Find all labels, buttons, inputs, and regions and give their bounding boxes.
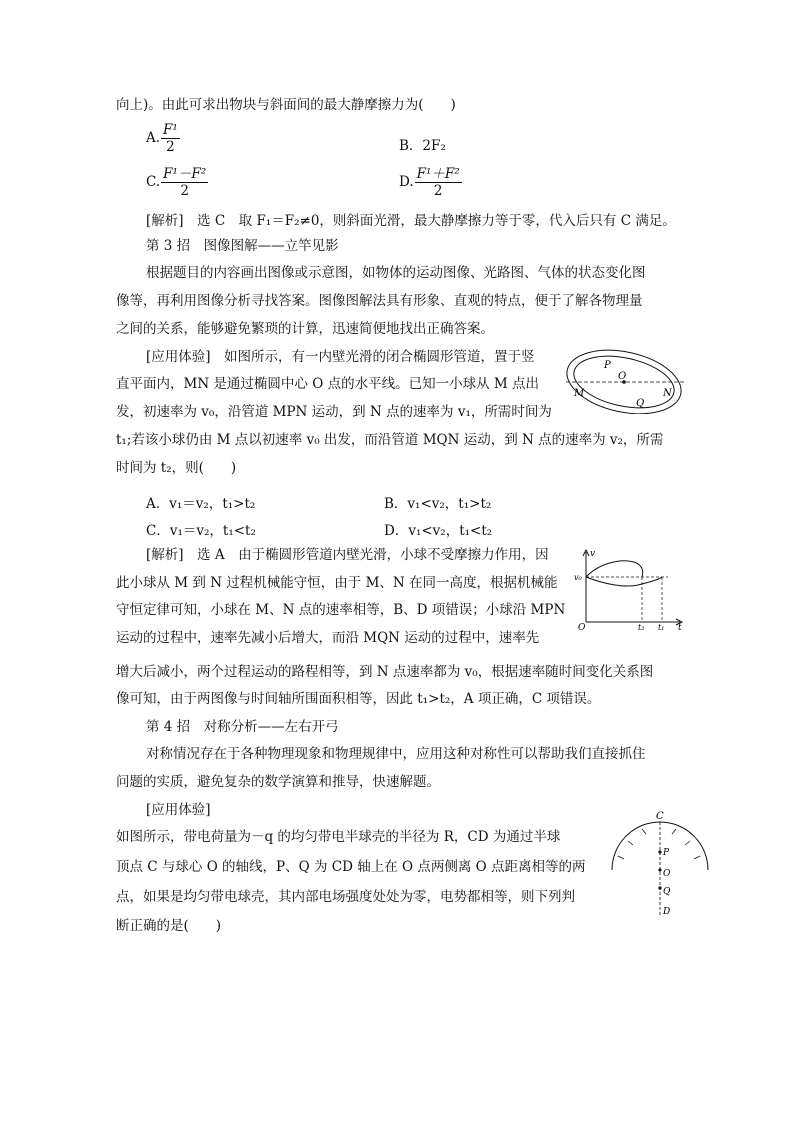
option-c-denominator: 2 [180, 183, 189, 199]
label-P: P [663, 848, 670, 858]
question-line: 发，初速率为 v₀，沿管道 MPN 运动，到 N 点的速率为 v₁，所需时间为 [116, 404, 552, 420]
para-line: 问题的实质，避免复杂的数学演算和推导，快速解题。 [116, 774, 440, 790]
label-v0: v₀ [574, 573, 582, 582]
analysis-line: 运动的过程中，速率先减小后增大，而沿 MQN 运动的过程中，速率先 [116, 630, 540, 646]
heading-trick-3: 第 3 招 图像图解——立竿见影 [146, 238, 339, 254]
tick-mark [642, 829, 646, 834]
para-line: 之间的关系，能够避免繁琐的计算，迅速简便地找出正确答案。 [116, 321, 494, 337]
option-b: B．v₁<v₂，t₁>t₂ [384, 496, 492, 512]
curve-mqn [586, 561, 643, 577]
option-a-numerator: F¹ [163, 122, 178, 138]
analysis-line: 增大后减小，两个过程运动的路程相等，到 N 点速率都为 v₀，根据速率随时间变化关系图 [116, 664, 654, 680]
analysis-line: 守恒定律可知，小球在 M、N 点的速率相等，B、D 项错误；小球沿 MPN [116, 602, 566, 618]
label-C: C [656, 811, 664, 822]
tick-mark [618, 856, 624, 859]
option-b: B．2F₂ [399, 138, 446, 154]
label-Q: Q [663, 887, 671, 897]
tick-mark [672, 829, 676, 834]
label-N: N [663, 388, 672, 399]
analysis-q1: [解析] 选 C 取 F₁＝F₂≠0，则斜面光滑，最大静摩擦力等于零，代入后只有 C 满足。 [146, 213, 676, 229]
option-c [146, 166, 208, 199]
question-line: [应用体验] 如图所示，有一内壁光滑的闭合椭圆形管道，置于竖 [146, 349, 535, 365]
option-a-label: A. [146, 130, 161, 146]
tick-mark [628, 841, 633, 845]
tick-mark [694, 856, 700, 859]
para-line: 像等，再利用图像分析寻找答案。图像图解法具有形象、直观的特点，便于了解各物理量 [116, 293, 643, 309]
velocity-time-graph [574, 546, 686, 632]
heading-trick-4: 第 4 招 对称分析——左右开弓 [146, 719, 339, 735]
label-O: O [663, 869, 671, 879]
label-D: D [663, 907, 671, 917]
option-c: C．v₁＝v₂，t₁<t₂ [146, 523, 256, 539]
para-line: 对称情况存在于各种物理现象和物理规律中，应用这种对称性可以帮助我们直接抓住 [146, 746, 646, 762]
option-a-denominator: 2 [166, 139, 175, 155]
para-line: 根据题目的内容画出图像或示意图，如物体的运动图像、光路图、气体的状态变化图 [146, 265, 646, 281]
option-d-numerator: F¹＋F² [416, 166, 460, 182]
label-Q: Q [636, 398, 645, 409]
question-line: 点，如果是均匀带电球壳，其内部电场强度处处为零，电势都相等，则下列判 [116, 889, 575, 905]
label-M: M [574, 388, 585, 399]
application-label: [应用体验] [146, 802, 211, 818]
question-line: 断正确的是( ) [116, 918, 222, 934]
point-o [658, 868, 661, 871]
label-P: P [604, 360, 611, 371]
option-a [146, 122, 180, 155]
label-O: O [618, 371, 627, 382]
option-c-label: C. [146, 174, 161, 190]
analysis-line: 此小球从 M 到 N 过程机械能守恒，由于 M、N 在同一高度，根据机械能 [116, 575, 558, 591]
hemisphere-shell-figure [606, 808, 712, 922]
label-t: t [678, 623, 682, 632]
analysis-line: [解析] 选 A 由于椭圆形管道内壁光滑，小球不受摩擦力作用，因 [146, 547, 549, 563]
option-d-denominator: 2 [433, 183, 443, 199]
curve-mpn [586, 577, 662, 586]
question-tail: 向上)。由此可求出物块与斜面间的最大静摩擦力为( ) [116, 97, 456, 113]
question-line: 时间为 t₂，则( ) [116, 460, 237, 476]
option-d [399, 166, 462, 199]
option-c-numerator: F¹－F² [163, 166, 207, 182]
label-origin: O [578, 623, 586, 632]
question-line: 直平面内，MN 是通过椭圆中心 O 点的水平线。已知一小球从 M 点出 [116, 376, 539, 392]
option-d: D．v₁<v₂，t₁<t₂ [384, 523, 493, 539]
label-v: v [590, 549, 596, 559]
point-q [658, 886, 661, 889]
question-line: t₁;若该小球仍由 M 点以初速率 v₀ 出发，而沿管道 MQN 运动，到 N 点的速率为 v₂，所需 [116, 432, 664, 448]
option-d-label: D. [399, 174, 414, 190]
tick-mark [685, 841, 690, 845]
label-t2: t₂ [638, 623, 645, 632]
analysis-line: 像可知，由于两图像与时间轴所围面积相等，因此 t₁>t₂，A 项正确，C 项错误。 [116, 691, 601, 707]
label-t1: t₁ [658, 623, 665, 632]
question-line: 顶点 C 与球心 O 的轴线，P、Q 为 CD 轴上在 O 点两侧离 O 点距离相等的两 [116, 859, 586, 875]
option-a: A．v₁＝v₂，t₁>t₂ [146, 496, 256, 512]
question-line: 如图所示，带电荷量为－q 的均匀带电半球壳的半径为 R，CD 为通过半球 [116, 829, 561, 845]
point-p [658, 850, 661, 853]
ellipse-pipe-figure [560, 344, 690, 414]
